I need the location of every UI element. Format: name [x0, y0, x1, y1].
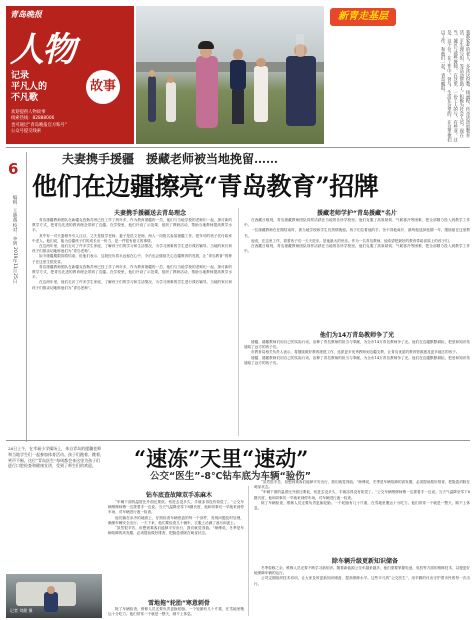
paragraph: “虽然很辛苦，但想到乘客们能够平安出行，我们就觉得值。”师傅说，冬季是车辆故障的高发期，必须提前做好排查，把隐患消除在萌芽状态。	[108, 526, 244, 536]
paragraph: 在西藏日喀则，青岛援藏教师团队同样活跃在当地的各所学校里。他们克服了高原缺氧、气候寒冷等困难，把全部精力投入到教学工作中。	[244, 244, 470, 254]
tagline-line: 不凡歌	[11, 93, 39, 103]
paragraph: 在这两年里，他们走访了许多学生家庭，了解孩子们的学习和生活情况，为学习困难的学生进行课后辅导。当地的家长和孩子们都亲切地称他们为“青岛老师”。	[32, 244, 232, 254]
section-right-body	[244, 218, 470, 326]
story-right-body	[254, 480, 470, 554]
section-left-title: 夫妻携手援疆送去青岛理念	[113, 210, 186, 217]
paragraph: 在这两年里，他们走访了许多学生家庭，了解孩子们的学习和生活情况，为学习困难的学生进行课后辅导。当地的家长和孩子们都亲切地称他们为“青岛老师”。	[32, 280, 232, 290]
paragraph: 除了车辆检查，维修人员还要负责更换轮胎。一个轮胎有几十斤重，在雪地里搬运十分吃力。他们常常一干就是一整天，顾不上休息。	[254, 500, 470, 511]
story-headline-main: “速冻”天里“速动”	[134, 446, 309, 471]
story-sub1-body	[108, 500, 244, 596]
story-photo	[6, 574, 102, 618]
page-number: 6	[8, 160, 19, 178]
column-rule	[238, 208, 239, 436]
story-sub1-title: 钻车底查故障双手冻麻木	[145, 492, 212, 499]
paragraph: 其中有一对夫妻格外引人注目，丈夫是数学老师，妻子是语文老师，两人一同报名参加援疆工作，把年幼的孩子托付给家中老人。他们说，能为边疆孩子们的成长出一份力，是一件很有意义的事情。	[32, 233, 232, 243]
story-sub2-body	[108, 607, 244, 619]
wechat-line: 也可通过“青岛晚报官方账号”	[11, 122, 68, 128]
photo-caption: 记者 刘健 摄	[10, 608, 33, 613]
paragraph: 一位援藏教师在任期结束时，被当地学校和学生们热情挽留。孩子们拉着他的手，舍不得他离开，最终他选择延期一年，继续留在这里教书。	[244, 228, 470, 238]
hotline-number: 线索热线：82888006	[11, 116, 55, 122]
paragraph: 公司定期组织技术培训，让大家及时更新知识储备，提高维修水平。这些平凡的“公交医生”，用辛勤的付出守护着市民的每一次出行。	[254, 576, 470, 586]
paragraph: 在西藏日喀则，青岛援藏教师团队同样活跃在当地的各所学校里。他们克服了高原缺氧、气候寒冷等困难，把全部精力投入到教学工作中。	[244, 218, 470, 228]
paragraph: 如今援疆期限即将结束，但他们表示，这段经历将永远留在心中，今后也会继续关心边疆教育的发展，让“青岛教育”的种子在这里生根发芽。	[32, 254, 232, 264]
paragraph: 他们躺在冰冷的地面上，仔细检查车辆底盘的每一个部件，发现问题及时处理，确保车辆安全出行。一天下来，他们要检查几十辆车，衣服上沾满了油污和泥土。	[108, 515, 244, 525]
side-info	[11, 195, 18, 435]
column-badge: 故事	[86, 70, 120, 104]
story-col-rule	[248, 486, 249, 616]
section-left-body	[32, 218, 232, 434]
masthead-paper: 青岛晚报	[10, 10, 42, 19]
vertical-rule	[26, 152, 27, 442]
side-date: 2019年11月25日	[12, 247, 17, 284]
intro-body: 我都家乡的老人、多读这份教。线流程，传奇活动的教育活，平生理与组，等活动帮助了。积极为社会人员。现在当，城区与那些教师，在这里，一份工人的与，有些业。这是，这个位，在工作中，曾与，生活在这里的，在这里他们以工作，和他们一起，青岛晚报。	[440, 30, 470, 142]
caption-body: 28日上午，在幸福小学操场上，来自青岛的援疆老师和当地学生们一起参加体育活动。孩子们跑着、跳着，笑声不断。这位“青岛医生”每周都会来这里为孩子们进行口腔检查和健康宣讲，受到了师生们的欢迎。	[8, 446, 104, 469]
paragraph: 市教育局相关负责人表示，将继续做好教育援建工作，选派更多优秀教师到边疆支教，让青岛优质的教育资源惠及更多地区的孩子。	[251, 350, 460, 355]
column-tagline	[11, 71, 47, 104]
paragraph: 青岛援疆教师团队在新疆克孜勒苏州已经工作了两年多，作为教育援疆的一员，他们与当地学校的老师们一起，探讨新的教学方式，把青岛先进的教育理念带到了边疆。在学校里，他们开设了示范课，组织了教研活动，帮助当地教师提高教学水平。	[32, 218, 232, 233]
side-proof: 校对：李明	[12, 223, 17, 246]
side-editor: 编辑：王晓燕	[12, 195, 17, 222]
hotline-label: 欢迎提供人物故事	[11, 110, 46, 115]
top-photo	[136, 6, 324, 144]
divider	[6, 440, 470, 441]
paragraph: “车辆下面的温度比外面还要低，钻进去没多久，手就冻得没有知觉了。”公交车辆维修师傅一边搓着手一边说。当天气温降至零下8摄氏度，他和同事们一早就来到停车场，对车辆进行逐一检查。	[254, 490, 470, 500]
brand-tag	[330, 8, 396, 26]
paragraph: “车辆下面的温度比外面还要低，钻进去没多久，手就冻得没有知觉了。”公交车辆维修师傅一边搓着手一边说。当天气温降至零下8摄氏度，他和同事们一早就来到停车场，对车辆进行逐一检查。	[108, 500, 244, 515]
paragraph: 冬季检修之余，维修人员还要不断学习新知识。随着新能源公交车越来越多，他们需要掌握电池、电机等方面的维修技术，以便更好地保障车辆的运行。	[254, 566, 470, 576]
wechat-line-2: 公众号提交线索	[11, 129, 42, 135]
story-headline-sub: 公交“医生”-8℃钻车底为车辆“验伤”	[150, 471, 312, 482]
intro-text	[336, 30, 470, 142]
paragraph: 援疆、援藏教师们用自己的实际行动，诠释了青岛教师的担当与奉献，为全市14万青岛教师争了光。他们在边疆默默耕耘，把爱和知识传递给了远方的孩子们。	[244, 340, 470, 350]
paragraph: 他说，在这里工作，看着孩子们一天天进步，是他最大的快乐。作为一名青岛教师，他希望把最好的教育带给高原上的孩子们。	[251, 238, 453, 243]
hotline-box	[11, 110, 67, 136]
headline-kicker: 夫妻携手援疆 援藏老师被当地挽留……	[62, 152, 279, 166]
story-sub3-title: 除车辆升级更新知识储备	[331, 558, 398, 565]
headline-main: 他们在边疆擦亮“青岛教育”招牌	[32, 172, 379, 201]
paragraph: 除了车辆检查，维修人员还要负责更换轮胎。一个轮胎有几十斤重，在雪地里搬运十分吃力。他们常常一干就是一整天，顾不上休息。	[108, 607, 244, 617]
story-sub3-body	[254, 566, 470, 618]
paragraph: 青岛援疆教师团队在新疆克孜勒苏州已经工作了两年多，作为教育援疆的一员，他们与当地学校的老师们一起，探讨新的教学方式，把青岛先进的教育理念带到了边疆。在学校里，他们开设了示范课，组织了教研活动，帮助当地教师提高教学水平。	[32, 264, 232, 280]
divider	[6, 147, 470, 148]
tagline-line: 平凡人的	[11, 82, 48, 92]
section-right-title: 援藏老师学护“青岛援藏”名片	[317, 210, 397, 217]
column-logo: 人物	[10, 30, 74, 70]
column-banner	[6, 6, 134, 144]
brand-name: 新青走基层	[338, 11, 388, 22]
story-caption-text	[8, 446, 104, 572]
story-sub2-title: 雪地拖“轮胎”寒意刺骨	[148, 600, 210, 607]
section-right-subtitle: 他们为14万青岛教师争了光	[319, 332, 395, 339]
paragraph: “虽然很辛苦，但想到乘客们能够平安出行，我们就觉得值。”师傅说，冬季是车辆故障的高发期，必须提前做好排查，把隐患消除在萌芽状态。	[254, 480, 470, 490]
paragraph: 援疆、援藏教师们用自己的实际行动，诠释了青岛教师的担当与奉献，为全市14万青岛教师争了光。他们在边疆默默耕耘，把爱和知识传递给了远方的孩子们。	[244, 355, 470, 365]
section-right-subbody	[244, 340, 470, 436]
tagline-line: 记录	[11, 71, 30, 81]
